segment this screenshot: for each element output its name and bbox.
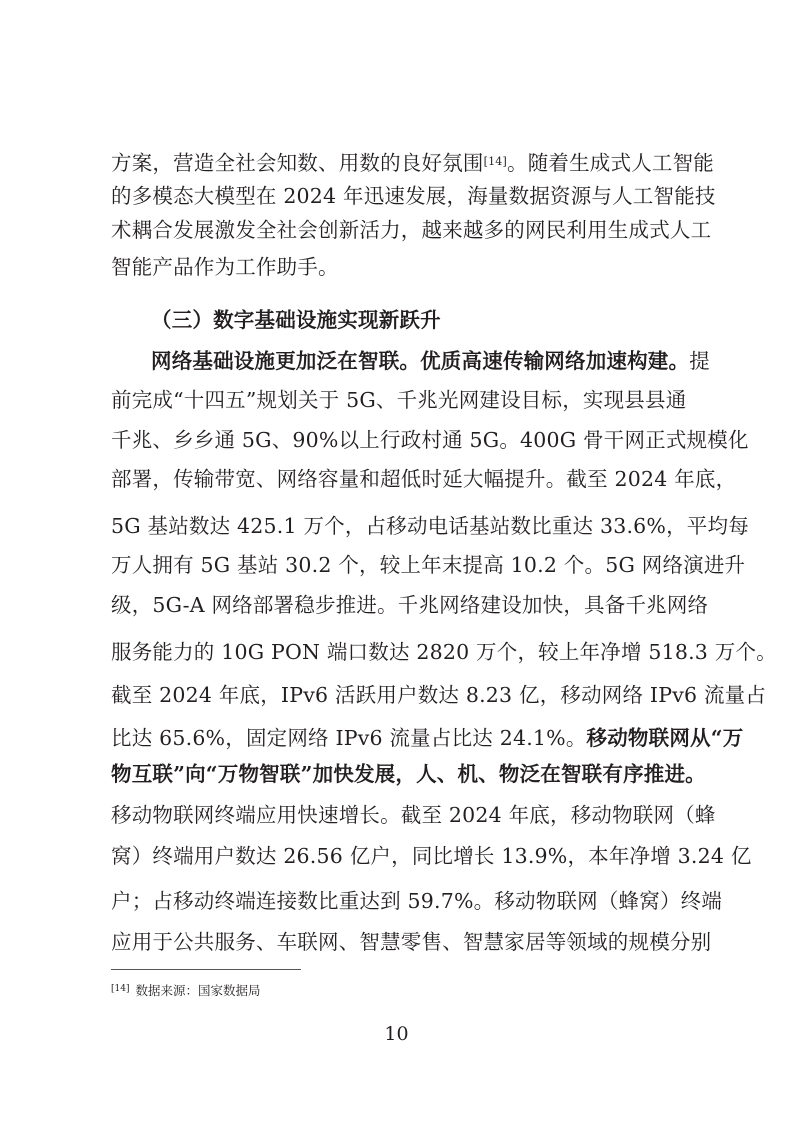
text-line: 服务能力的 10G PON 端口数达 2820 万个，较上年净增 518.3 万个。: [111, 640, 777, 664]
text-line: [111, 147, 714, 179]
footnote-mark: [14]: [111, 984, 130, 994]
text-line: 户；占移动终端连接数比重达到 59.7%。移动物联网（蜂窝）终端: [111, 889, 723, 913]
text-line: [111, 722, 744, 754]
text-line: 万人拥有 5G 基站 30.2 个，较上年末提高 10.2 个。5G 网络演进升: [111, 553, 746, 577]
footnote: [111, 981, 261, 1003]
bold-lead-text: 移动物联网从“万: [586, 726, 744, 750]
text-line: 的多模态大模型在 2024 年迅速发展，海量数据资源与人工智能技: [111, 184, 716, 208]
text-line: 截至 2024 年底，IPv6 活跃用户数达 8.23 亿，移动网络 IPv6 流量占: [111, 683, 767, 707]
text-line: 移动物联网终端应用快速增长。截至 2024 年底，移动物联网（蜂: [111, 803, 716, 827]
text-line: 应用于公共服务、车联网、智慧零售、智慧家居等领域的规模分别: [111, 930, 712, 954]
text-line: 千兆、乡乡通 5G、90%以上行政村通 5G。400G 骨干网正式规模化: [111, 428, 749, 452]
text-line: 级，5G-A 网络部署稳步推进。千兆网络建设加快，具备千兆网络: [111, 593, 709, 617]
section-heading: （三）数字基础设施实现新跃升: [151, 308, 441, 332]
text-line: 窝）终端用户数达 26.56 亿户，同比增长 13.9%，本年净增 3.24 亿: [111, 844, 752, 868]
footnote-text: 数据来源：国家数据局: [135, 983, 261, 998]
text-line: [151, 345, 710, 377]
text-line: 术耦合发展激发全社会创新活力，越来越多的网民利用生成式人工: [111, 218, 712, 242]
text-span: 提: [689, 349, 710, 373]
text-span: 方案，营造全社会知数、用数的良好氛围: [111, 151, 484, 175]
text-line: 5G 基站数达 425.1 万个，占移动电话基站数比重达 33.6%，平均每: [111, 514, 749, 538]
text-line: 部署，传输带宽、网络容量和超低时延大幅提升。截至 2024 年底，: [111, 467, 737, 491]
page-number: 10: [384, 1023, 409, 1045]
footnote-divider: [111, 969, 301, 970]
text-line: 前完成“十四五”规划关于 5G、千兆光网建设目标，实现县县通: [111, 388, 687, 412]
bold-lead-text: 网络基础设施更加泛在智联。优质高速传输网络加速构建。: [151, 349, 690, 373]
text-span: 比达 65.6%，固定网络 IPv6 流量占比达 24.1%。: [111, 726, 587, 750]
footnote-reference[interactable]: [14]: [483, 154, 507, 168]
text-span: 。随着生成式人工智能: [507, 151, 714, 175]
bold-lead-text: 物互联”向“万物智联”加快发展，人、机、物泛在智联有序推进。: [111, 762, 706, 786]
text-line: 智能产品作为工作助手。: [111, 255, 339, 279]
